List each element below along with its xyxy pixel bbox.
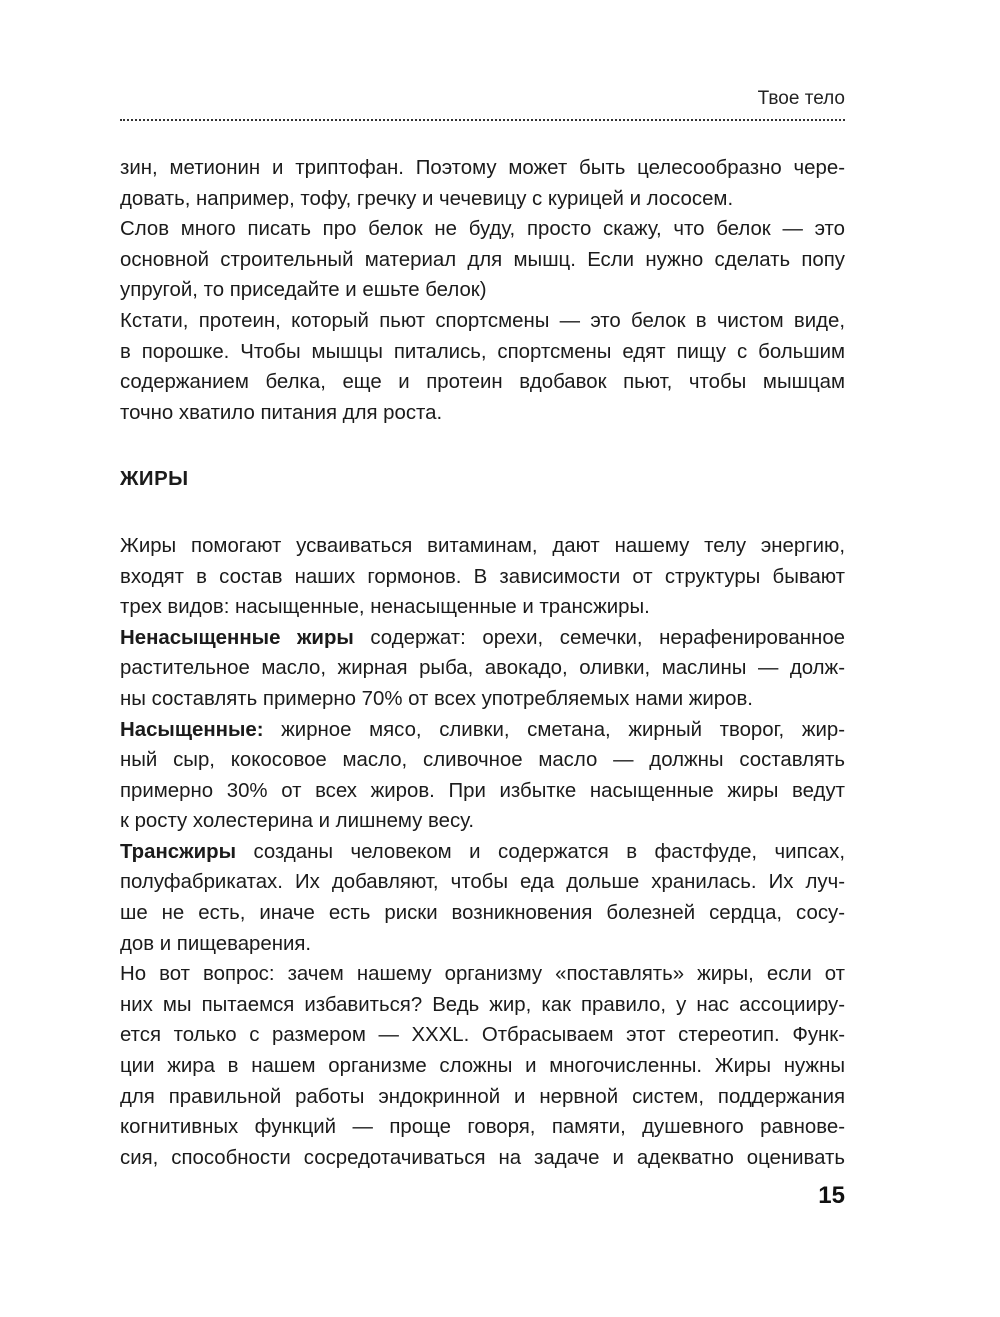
text-line: точно хватило питания для роста. <box>120 401 443 424</box>
text-line: Кстати, протеин, который пьют спортсмены — это белок в чистом виде, <box>120 309 845 332</box>
paragraph <box>120 214 845 306</box>
text-line: примерно 30% от всех жиров. При избытке насыщенные жиры ведут <box>120 779 845 802</box>
page-body <box>120 153 845 1173</box>
text-line: сия, способности сосредотачиваться на задаче и адекватно оценивать <box>120 1146 845 1169</box>
text-line: довать, например, тофу, гречку и чечевицу с курицей и лососем. <box>120 187 734 210</box>
paragraph-question <box>120 959 845 1173</box>
text-line: ный сыр, кокосовое масло, сливочное масло — должны составлять <box>120 749 845 772</box>
paragraph-trans-fats <box>120 837 845 959</box>
text-span: содержат: орехи, семечки, нерафенированное <box>353 626 845 649</box>
page-number: 15 <box>818 1182 845 1209</box>
text-line: ше не есть, иначе есть риски возникновения болезней сердца, сосу- <box>120 902 845 925</box>
text-line <box>120 623 845 654</box>
text-line: входят в состав наших гормонов. В зависимости от структуры бывают <box>120 565 845 588</box>
text-line: дов и пищеварения. <box>120 932 312 955</box>
paragraph <box>120 153 845 214</box>
text-line: в порошке. Чтобы мышцы питались, спортсмены едят пищу с большим <box>120 340 845 363</box>
term-saturated-fats: Насыщенные: <box>120 718 264 741</box>
book-page <box>120 0 845 1317</box>
text-line <box>120 837 845 868</box>
text-line: Но вот вопрос: зачем нашему организму «поставлять» жиры, если от <box>120 963 845 986</box>
text-span: жирное мясо, сливки, сметана, жирный творог, жир- <box>263 718 845 741</box>
text-line: упругой, то приседайте и ешьте белок) <box>120 279 487 302</box>
text-line: Жиры помогают усваиваться витаминам, дают нашему телу энергию, <box>120 534 845 557</box>
text-line: них мы пытаемся избавиться? Ведь жир, как правило, у нас ассоцииру- <box>120 993 845 1016</box>
text-line: основной строительный материал для мышц. Если нужно сделать попу <box>120 248 845 271</box>
text-line: зин, метионин и триптофан. Поэтому может быть целесообразно чере- <box>120 157 845 179</box>
paragraph-unsaturated-fats <box>120 623 845 715</box>
text-line: ны составлять примерно 70% от всех употребляемых нами жиров. <box>120 687 753 710</box>
text-line: для правильной работы эндокринной и нервной систем, поддержания <box>120 1085 845 1108</box>
text-span: созданы человеком и содержатся в фастфуде, чипсах, <box>236 840 845 863</box>
text-line: полуфабрикатах. Их добавляют, чтобы еда дольше хранилась. Их луч- <box>120 871 845 894</box>
text-line: ции жира в нашем организме сложны и многочисленны. Жиры нужны <box>120 1055 845 1078</box>
term-trans-fats: Трансжиры <box>120 840 236 863</box>
text-line: к росту холестерина и лишнему весу. <box>120 810 474 833</box>
text-line: когнитивных функций — проще говоря, памяти, душевного равнове- <box>120 1116 845 1139</box>
text-line: Слов много писать про белок не буду, просто скажу, что белок — это <box>120 218 845 241</box>
section-heading: ЖИРЫ <box>120 468 189 491</box>
text-line <box>120 715 845 746</box>
paragraph-saturated-fats <box>120 715 845 837</box>
text-line: растительное масло, жирная рыба, авокадо, оливки, маслины — долж- <box>120 657 845 680</box>
text-line: трех видов: насыщенные, ненасыщенные и трансжиры. <box>120 596 650 619</box>
paragraph-fats-intro <box>120 531 845 623</box>
header-dotted-rule <box>120 119 845 121</box>
running-header: Твое тело <box>757 88 845 109</box>
term-unsaturated-fats: Ненасыщенные жиры <box>120 626 354 649</box>
text-line: содержанием белка, еще и протеин вдобавок пьют, чтобы мышцам <box>120 371 845 394</box>
text-line: ется только с размером — XXXL. Отбрасываем этот стереотип. Функ- <box>120 1024 845 1047</box>
paragraph <box>120 306 845 428</box>
